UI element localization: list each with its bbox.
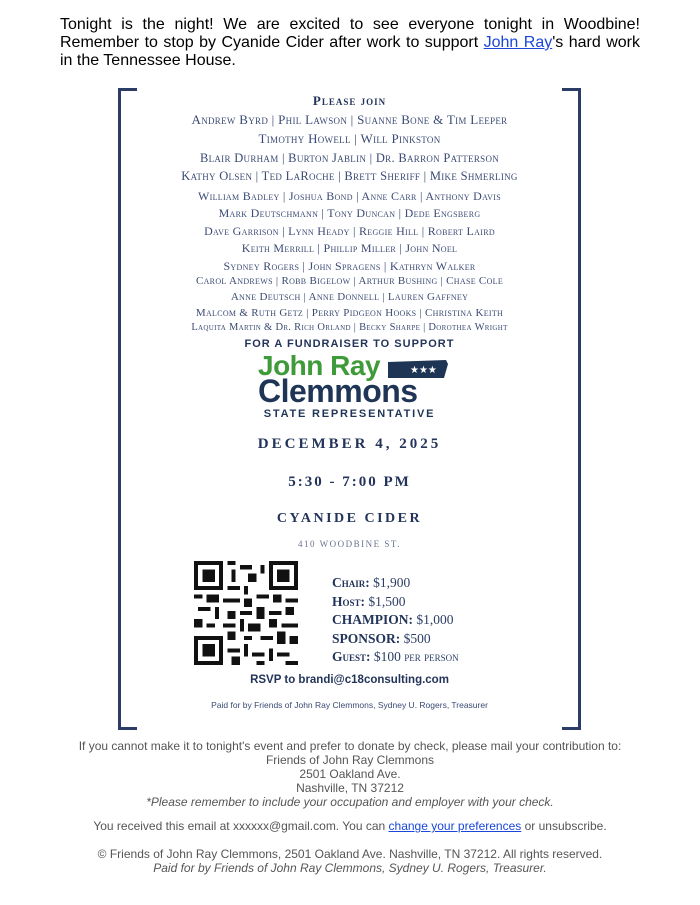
received-email-notice: You received this email at xxxxxx@gmail.com. You can change your preferences or unsubscribe. [93, 819, 607, 833]
donate-by-check-text: If you cannot make it to tonight's event and prefer to donate by check, please mail your contribution to: [78, 739, 622, 753]
level-host: Host: $1,500 [332, 593, 406, 609]
host-line: Dave Garrison | Lynn Heady | Reggie Hill | Robert Laird [204, 224, 495, 238]
footer-paid-for: Paid for by Friends of John Ray Clemmons, Sydney U. Rogers, Treasurer. [153, 861, 547, 875]
please-join-heading: Please join [312, 93, 387, 108]
logo-last-name: Clemmons [258, 373, 418, 409]
host-line: William Badley | Joshua Bond | Anne Carr | Anthony Davis [198, 189, 501, 203]
event-flyer-image[interactable] [118, 88, 581, 726]
host-line: Mark Deutschmann | Tony Duncan | Dede Engsberg [218, 206, 481, 220]
fundraiser-label: FOR A FUNDRAISER TO SUPPORT [244, 338, 455, 350]
mailing-org-name: Friends of John Ray Clemmons [265, 753, 435, 767]
qr-code-icon [194, 561, 298, 665]
host-line: Carol Andrews | Robb Bigelow | Arthur Bushing | Chase Cole [195, 275, 504, 287]
event-time: 5:30 - 7:00 PM [288, 474, 411, 490]
host-line: Andrew Byrd | Phil Lawson | Suanne Bone & Tim Leeper [191, 112, 508, 127]
check-note: *Please remember to include your occupation and employer with your check. [146, 795, 554, 809]
change-preferences-link[interactable]: change your preferences [388, 819, 522, 833]
flyer-paid-for: Paid for by Friends of John Ray Clemmons, Sydney U. Rogers, Treasurer [211, 700, 488, 710]
level-chair: Chair: $1,900 [332, 575, 411, 590]
event-date: DECEMBER 4, 2025 [257, 436, 442, 452]
john-ray-link[interactable]: John Ray [483, 34, 553, 51]
level-guest: Guest: $100 per person [332, 649, 459, 664]
host-line: Malcom & Ruth Getz | Perry Pidgeon Hooks | Christina Keith [195, 307, 504, 319]
rsvp-line: RSVP to brandi@c18consulting.com [250, 674, 449, 686]
host-line: Laquita Martin & Dr. Rich Orland | Becky Sharpe | Dorothea Wright [191, 322, 508, 333]
logo-first-name: John Ray [258, 350, 381, 381]
state-representative-label: STATE REPRESENTATIVE [263, 408, 436, 420]
mailing-city: Nashville, TN 37212 [296, 781, 404, 795]
intro-paragraph [60, 16, 640, 70]
intro-text-end: 's hard work in the Tennessee House. [60, 34, 641, 69]
sponsorship-levels [332, 574, 459, 667]
mailing-street: 2501 Oakland Ave. [299, 767, 401, 781]
copyright-text: © Friends of John Ray Clemmons, 2501 Oakland Ave. Nashville, TN 37212. All rights reserved. [97, 847, 603, 861]
host-line: Kathy Olsen | Ted LaRoche | Brett Sheriff | Mike Shmerling [181, 169, 518, 183]
host-line: Sydney Rogers | John Spragens | Kathryn Walker [223, 259, 476, 273]
host-line: Blair Durham | Burton Jablin | Dr. Barron Patterson [199, 151, 500, 165]
host-line: Timothy Howell | Will Pinkston [258, 131, 441, 146]
event-address: 410 WOODBINE ST. [298, 539, 401, 549]
event-venue: CYANIDE CIDER [276, 511, 423, 526]
svg-text:★★★: ★★★ [410, 365, 437, 376]
intro-text-start: Tonight is the night! We are excited to see everyone tonight in Woodbine! Remember to stop by Cyanide Cider after work to support [60, 16, 640, 51]
host-line: Anne Deutsch | Anne Donnell | Lauren Gaffney [230, 291, 469, 303]
level-sponsor: SPONSOR: $500 [332, 630, 431, 646]
level-champion: CHAMPION: $1,000 [332, 612, 454, 627]
host-line: Keith Merrill | Phillip Miller | John Noel [241, 241, 458, 255]
